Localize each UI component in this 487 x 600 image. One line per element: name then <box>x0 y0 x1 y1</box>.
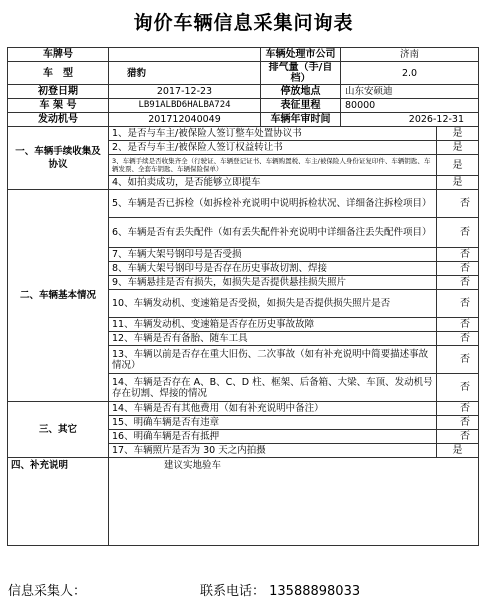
question-2: 2、是否与车主/被保险人签订权益转让书 <box>109 141 437 155</box>
vin-label: 车 架 号 <box>8 99 109 113</box>
section-4-header: 四、补充说明 <box>8 458 109 546</box>
footer <box>0 580 487 600</box>
question-3: 3、车辆手续是否收集齐全（行驶证、车辆登记证书、车辆购置税、车主/被保险人身份证复印件、车辆钥匙、车辆发票、全套车钥匙、车辆保险保单） <box>109 155 437 176</box>
question-16: 16、明确车辆是否有抵押 <box>109 430 437 444</box>
question-9: 9、车辆悬挂是否有损失，如损失是否提供悬挂损失照片 <box>109 276 437 290</box>
model-label: 车 型 <box>8 62 109 85</box>
odometer-value: 80000 <box>341 99 479 113</box>
section-1-header: 一、车辆手续收集及协议 <box>8 127 109 190</box>
answer-11: 否 <box>437 318 479 332</box>
question-13: 13、车辆以前是否存在重大旧伤、二次事故（如有补充说明中简要描述事故情况） <box>109 346 437 374</box>
question-17: 17、车辆照片是否为 30 天之内拍摄 <box>109 444 437 458</box>
city-value: 济南 <box>341 48 479 62</box>
answer-17: 是 <box>437 444 479 458</box>
answer-9: 否 <box>437 276 479 290</box>
answer-3: 是 <box>437 155 479 176</box>
odometer-label: 表征里程 <box>261 99 341 113</box>
inspection-value: 2026-12-31 <box>341 113 479 127</box>
answer-12: 否 <box>437 332 479 346</box>
answer-15: 否 <box>437 416 479 430</box>
section-3-header: 三、其它 <box>8 402 109 458</box>
form-title: 询价车辆信息采集问询表 <box>133 12 354 34</box>
answer-14b: 否 <box>437 402 479 416</box>
answer-8: 否 <box>437 262 479 276</box>
question-12: 12、车辆是否有备胎、随车工具 <box>109 332 437 346</box>
city-label: 车辆处理市公司 <box>261 48 341 62</box>
question-11: 11、车辆发动机、变速箱是否存在历史事故故障 <box>109 318 437 332</box>
reg-date-label: 初登日期 <box>8 85 109 99</box>
plate-value <box>109 48 261 62</box>
plate-label: 车牌号 <box>8 48 109 62</box>
answer-14: 否 <box>437 374 479 402</box>
question-10: 10、车辆发动机、变速箱是否受损，如损失是否提供损失照片是否 <box>109 290 437 318</box>
collector-label: 信息采集人： <box>8 584 87 599</box>
model-value: 猎豹 <box>109 62 261 85</box>
answer-16: 否 <box>437 430 479 444</box>
question-1: 1、是否与车主/被保险人签订整车处置协议书 <box>109 127 437 141</box>
displacement-label: 排气量（手/自档） <box>261 62 341 85</box>
answer-13: 否 <box>437 346 479 374</box>
answer-7: 否 <box>437 248 479 262</box>
parking-value: 山东安硕迪 <box>341 85 479 99</box>
parking-label: 停放地点 <box>261 85 341 99</box>
question-8: 8、车辆大架号钢印号是否存在历史事故切割、焊接 <box>109 262 437 276</box>
answer-6: 否 <box>437 218 479 248</box>
question-4: 4、如拍卖成功，是否能够立即提车 <box>109 176 437 190</box>
reg-date-value: 2017-12-23 <box>109 85 261 99</box>
question-15: 15、明确车辆是否有违章 <box>109 416 437 430</box>
answer-5: 否 <box>437 190 479 218</box>
inquiry-form-table <box>7 47 479 546</box>
answer-10: 否 <box>437 290 479 318</box>
contact-phone: 联系电话： 13588898033 <box>200 584 361 599</box>
engine-label: 发动机号 <box>8 113 109 127</box>
question-7: 7、车辆大架号钢印号是否受损 <box>109 248 437 262</box>
question-14b: 14、车辆是否有其他费用（如有补充说明中备注） <box>109 402 437 416</box>
answer-1: 是 <box>437 127 479 141</box>
notes-value: 建议实地验车 <box>109 458 479 546</box>
question-5: 5、车辆是否已拆检（如拆检补充说明中说明拆检状况、详细备注拆检项目） <box>109 190 437 218</box>
engine-value: 201712040049 <box>109 113 261 127</box>
displacement-value: 2.0 <box>341 62 479 85</box>
question-6: 6、车辆是否有丢失配件（如有丢失配件补充说明中详细备注丢失配件项目） <box>109 218 437 248</box>
section-2-header: 二、车辆基本情况 <box>8 190 109 402</box>
answer-2: 是 <box>437 141 479 155</box>
question-14: 14、车辆是否存在 A、B、C、D 柱、框架、后备箱、大梁、车顶、发动机号存在切割、焊接的情况 <box>109 374 437 402</box>
answer-4: 是 <box>437 176 479 190</box>
inspection-label: 车辆年审时间 <box>261 113 341 127</box>
vin-value: LB91ALBD6HALBA724 <box>109 99 261 113</box>
